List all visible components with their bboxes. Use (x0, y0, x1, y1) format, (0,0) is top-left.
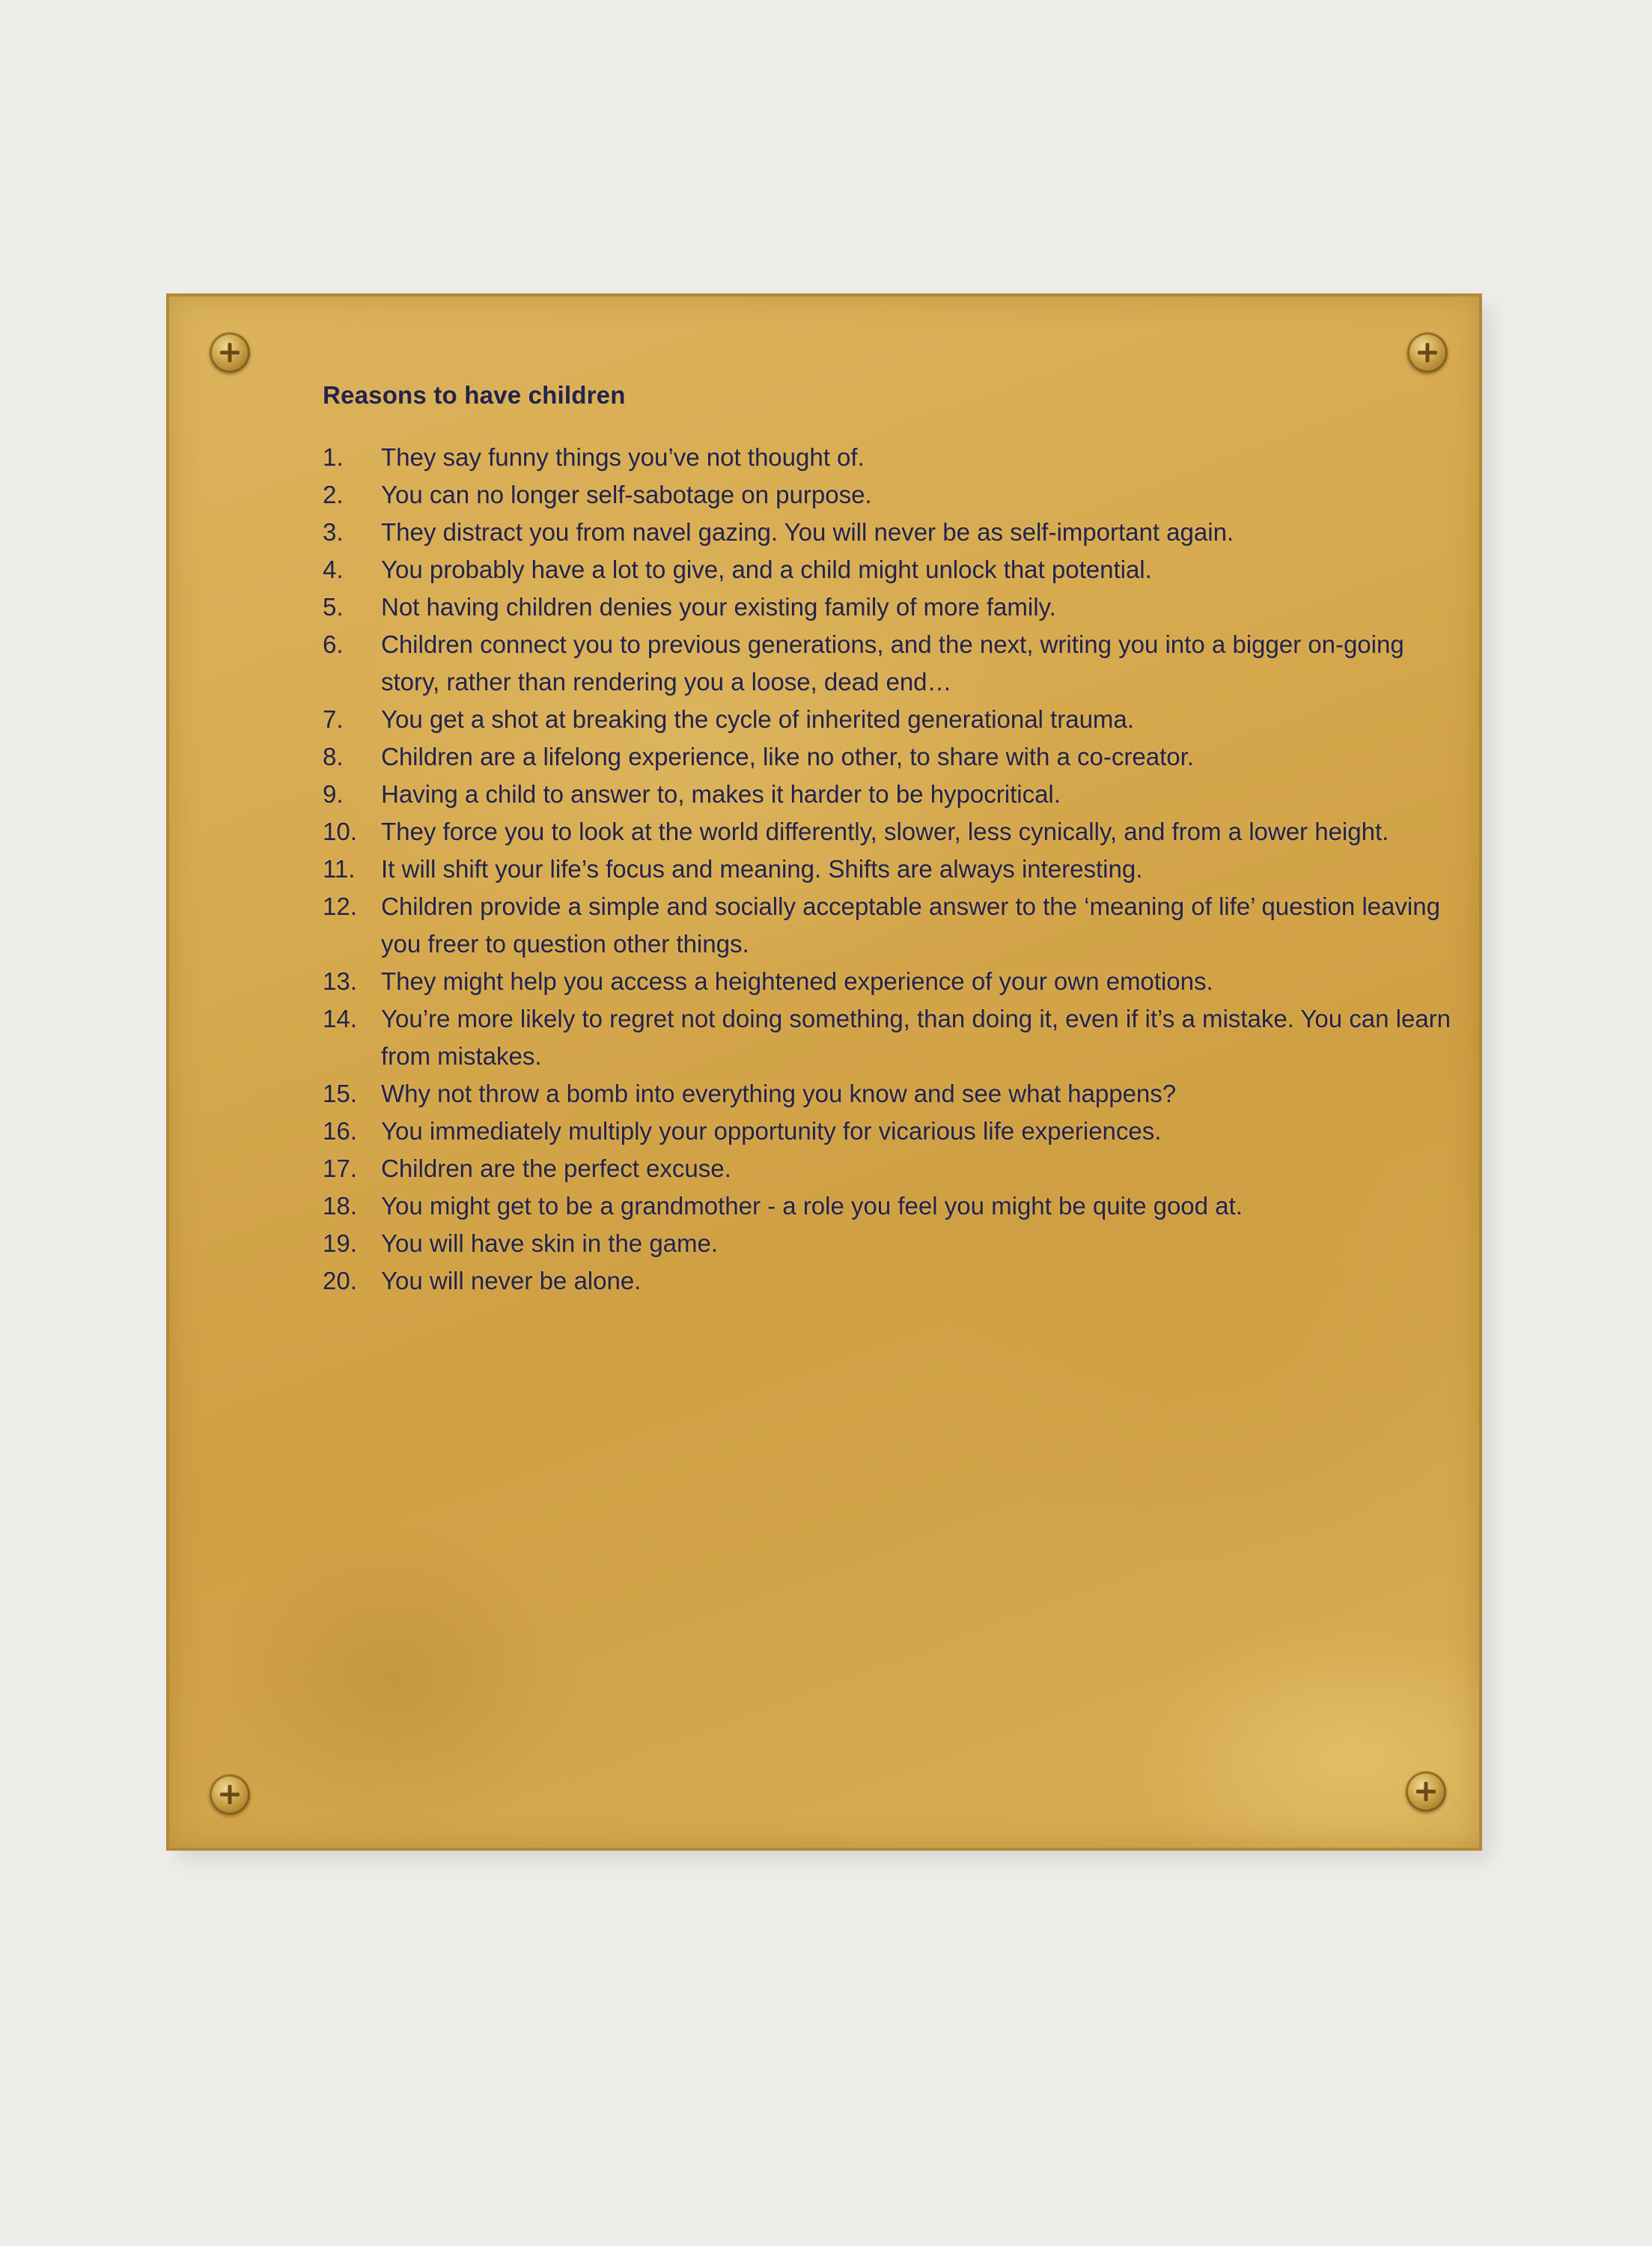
item-text: You immediately multiply your opportunity for vicarious life experiences. (381, 1117, 1162, 1145)
item-number: 13. (323, 967, 357, 995)
list-item (323, 1000, 1460, 1075)
engraved-text (323, 380, 1460, 1300)
list-item (323, 738, 1460, 776)
reasons-list (323, 439, 1460, 1300)
item-number: 2. (323, 481, 344, 508)
item-text: Having a child to answer to, makes it harder to be hypocritical. (381, 780, 1061, 808)
item-text: Children connect you to previous generations, and the next, writing you into a bigger on-going story, rather than rendering you a loose, dead end… (381, 630, 1404, 696)
item-text: It will shift your life’s focus and meaning. Shifts are always interesting. (381, 855, 1143, 883)
screw-icon (210, 332, 250, 373)
item-number: 4. (323, 556, 344, 583)
list-item (323, 1187, 1460, 1225)
item-text: Children are a lifelong experience, like no other, to share with a co-creator. (381, 743, 1194, 770)
item-text: They might help you access a heightened experience of your own emotions. (381, 967, 1213, 995)
list-item (323, 514, 1460, 551)
item-text: Not having children denies your existing family of more family. (381, 593, 1056, 621)
item-number: 14. (323, 1005, 357, 1032)
item-number: 16. (323, 1117, 357, 1145)
item-number: 17. (323, 1154, 357, 1182)
list-item (323, 701, 1460, 738)
list-item (323, 1150, 1460, 1187)
item-text: Children provide a simple and socially acceptable answer to the ‘meaning of life’ question leaving you freer to question other things. (381, 892, 1440, 958)
list-item (323, 776, 1460, 813)
item-number: 12. (323, 892, 357, 920)
item-number: 9. (323, 780, 344, 808)
screw-icon (1407, 332, 1448, 373)
item-number: 20. (323, 1267, 357, 1294)
item-text: You probably have a lot to give, and a child might unlock that potential. (381, 556, 1152, 583)
list-item (323, 888, 1460, 963)
item-number: 15. (323, 1080, 357, 1107)
item-number: 18. (323, 1192, 357, 1220)
item-text: You might get to be a grandmother - a role you feel you might be quite good at. (381, 1192, 1243, 1220)
list-item (323, 1225, 1460, 1262)
item-text: They distract you from navel gazing. You will never be as self-important again. (381, 518, 1234, 546)
list-item (323, 1262, 1460, 1300)
item-text: You will have skin in the game. (381, 1229, 719, 1257)
item-text: You can no longer self-sabotage on purpose. (381, 481, 872, 508)
item-text: You’re more likely to regret not doing something, than doing it, even if it’s a mistake. You can learn from mistakes. (381, 1005, 1451, 1070)
item-number: 3. (323, 518, 344, 546)
list-item (323, 439, 1460, 476)
item-number: 6. (323, 630, 344, 658)
list-item (323, 626, 1460, 701)
item-text: They say funny things you’ve not thought of. (381, 443, 865, 471)
list-item (323, 813, 1460, 850)
list-item (323, 1075, 1460, 1113)
item-number: 11. (323, 855, 356, 883)
list-item (323, 588, 1460, 626)
item-number: 7. (323, 705, 344, 733)
screw-icon (210, 1774, 250, 1815)
item-number: 8. (323, 743, 344, 770)
item-text: Children are the perfect excuse. (381, 1154, 731, 1182)
item-text: Why not throw a bomb into everything you know and see what happens? (381, 1080, 1177, 1107)
list-item (323, 850, 1460, 888)
item-number: 19. (323, 1229, 357, 1257)
item-text: They force you to look at the world differently, slower, less cynically, and from a lower height. (381, 818, 1389, 845)
plaque-title: Reasons to have children (323, 381, 626, 409)
item-number: 10. (323, 818, 357, 845)
list-item (323, 1113, 1460, 1150)
screw-icon (1406, 1771, 1446, 1812)
item-number: 1. (323, 443, 344, 471)
list-item (323, 476, 1460, 514)
item-number: 5. (323, 593, 344, 621)
list-item (323, 963, 1460, 1000)
brass-plaque (166, 293, 1482, 1851)
item-text: You will never be alone. (381, 1267, 641, 1294)
item-text: You get a shot at breaking the cycle of inherited generational trauma. (381, 705, 1134, 733)
list-item (323, 551, 1460, 588)
